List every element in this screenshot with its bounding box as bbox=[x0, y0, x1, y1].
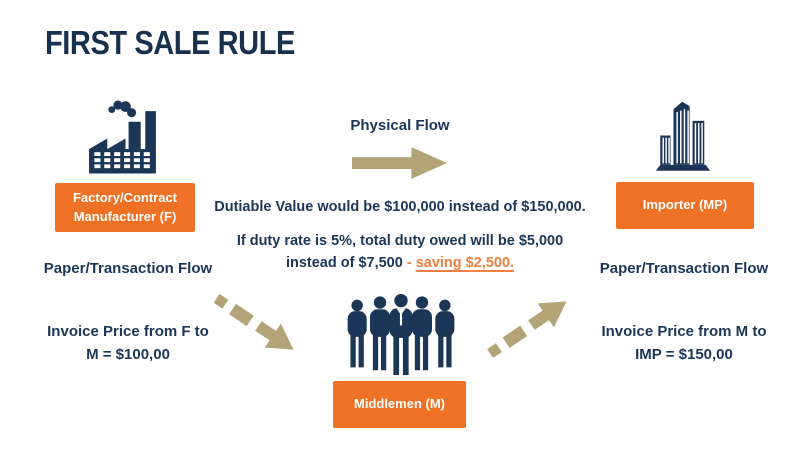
factory-label-text: Factory/Contract Manufacturer (F) bbox=[72, 190, 178, 224]
invoice-left-line1: Invoice Price from F to bbox=[47, 323, 209, 340]
factory-icon bbox=[84, 99, 164, 175]
invoice-right-line2: IMP = $150,00 bbox=[635, 346, 733, 363]
middlemen-label-text: Middlemen (M) bbox=[354, 396, 445, 412]
duty-line2-prefix: instead of $7,500 bbox=[285, 255, 407, 271]
middlemen-label-box bbox=[333, 381, 466, 428]
importer-label-text: Importer (MP) bbox=[642, 197, 728, 213]
dutiable-value-text: Dutiable Value would be $100,000 instead of $150,000. bbox=[214, 199, 586, 215]
middlemen-group-icon bbox=[342, 293, 460, 375]
invoice-text-left bbox=[28, 320, 228, 366]
duty-line2 bbox=[190, 252, 610, 274]
factory-label-box bbox=[55, 183, 195, 232]
duty-savings-highlight: saving $2,500. bbox=[415, 255, 515, 271]
invoice-right-line1: Invoice Price from M to bbox=[601, 323, 767, 340]
duty-line2-dash: - bbox=[406, 255, 416, 271]
solid-arrow-right-icon bbox=[352, 147, 447, 179]
duty-line1: If duty rate is 5%, total duty owed will be $5,000 bbox=[236, 233, 564, 249]
duty-text bbox=[190, 230, 610, 274]
page-title: FIRST SALE RULE bbox=[45, 24, 295, 61]
invoice-left-line2: M = $100,00 bbox=[86, 346, 170, 363]
dashed-arrow-up-right-icon bbox=[478, 279, 588, 369]
invoice-text-right bbox=[584, 320, 784, 366]
physical-flow-label: Physical Flow bbox=[350, 117, 450, 134]
paper-flow-label-left: Paper/Transaction Flow bbox=[43, 260, 213, 277]
buildings-icon bbox=[650, 98, 716, 173]
paper-flow-label-right: Paper/Transaction Flow bbox=[599, 260, 769, 277]
importer-label-box bbox=[616, 182, 754, 229]
